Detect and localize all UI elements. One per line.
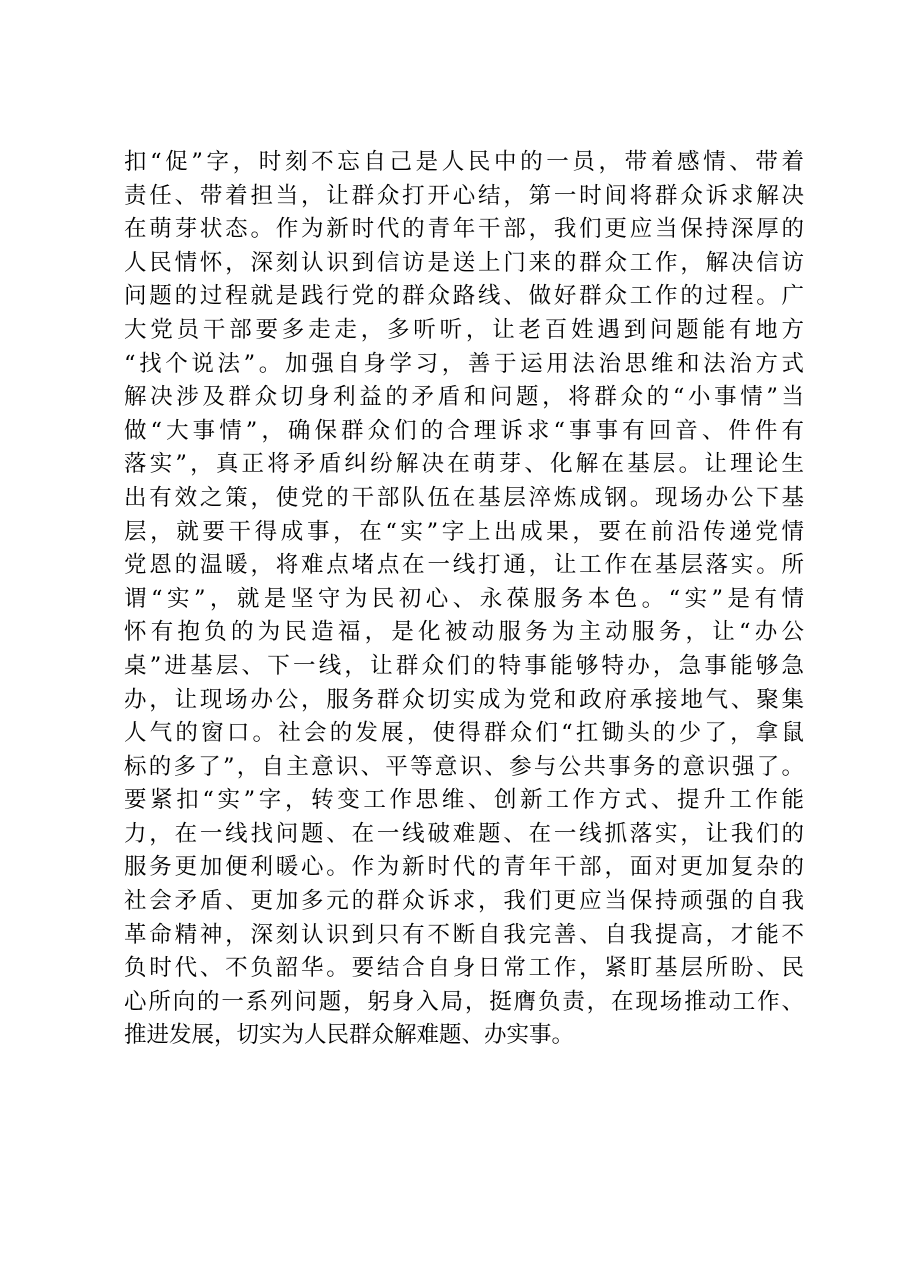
- text-line-7: “找个说法”。加强自身学习，善于运用法治思维和法治方式: [124, 350, 804, 377]
- text-line-15: 怀有抱负的为民造福，是化被动服务为主动服务，让“办公: [124, 619, 804, 646]
- text-line-1: 扣“促”字，时刻不忘自己是人民中的一员，带着感情、带着: [124, 149, 804, 175]
- text-line-5: 问题的过程就是践行党的群众路线、做好群众工作的过程。广: [124, 283, 804, 310]
- text-line-6: 大党员干部要多走走，多听听，让老百姓遇到问题能有地方: [124, 316, 804, 343]
- text-line-4: 人民情怀，深刻认识到信访是送上门来的群众工作，解决信访: [124, 249, 804, 276]
- text-line-12: 层，就要干得成事，在“实”字上出成果，要在前沿传递党情: [124, 518, 804, 545]
- text-line-3: 在萌芽状态。作为新时代的青年干部，我们更应当保持深厚的: [124, 216, 804, 243]
- text-line-11: 出有效之策，使党的干部队伍在基层淬炼成钢。现场办公下基: [124, 484, 804, 511]
- text-line-10: 落实”，真正将矛盾纠纷解决在萌芽、化解在基层。让理论生: [124, 451, 804, 478]
- text-line-26: 心所向的一系列问题，躬身入局，挺膺负责，在现场推动工作、: [124, 988, 804, 1015]
- text-line-25: 负时代、不负韶华。要结合自身日常工作，紧盯基层所盼、民: [124, 955, 804, 982]
- text-line-9: 做“大事情”，确保群众们的合理诉求“事事有回音、件件有: [124, 417, 804, 444]
- text-line-21: 力，在一线找问题、在一线破难题、在一线抓落实，让我们的: [124, 820, 804, 847]
- text-line-16: 桌”进基层、下一线，让群众们的特事能够特办，急事能够急: [124, 652, 804, 679]
- text-line-13: 党恩的温暖，将难点堵点在一线打通，让工作在基层落实。所: [124, 552, 804, 579]
- body-paragraph: [124, 146, 804, 1053]
- text-line-24: 革命精神，深刻认识到只有不断自我完善、自我提高，才能不: [124, 921, 804, 948]
- text-line-18: 人气的窗口。社会的发展，使得群众们“扛锄头的少了，拿鼠: [124, 720, 804, 747]
- text-line-22: 服务更加便利暖心。作为新时代的青年干部，面对更加复杂的: [124, 854, 804, 881]
- text-line-23: 社会矛盾、更加多元的群众诉求，我们更应当保持顽强的自我: [124, 888, 804, 915]
- text-line-27: 推进发展，切实为人民群众解难题、办实事。: [124, 1022, 575, 1049]
- text-line-2: 责任、带着担当，让群众打开心结，第一时间将群众诉求解决: [124, 182, 804, 209]
- text-line-17: 办，让现场办公，服务群众切实成为党和政府承接地气、聚集: [124, 686, 804, 713]
- text-line-19: 标的多了”，自主意识、平等意识、参与公共事务的意识强了。: [124, 753, 804, 780]
- text-line-20: 要紧扣“实”字，转变工作思维、创新工作方式、提升工作能: [124, 787, 804, 814]
- text-line-14: 谓“实”，就是坚守为民初心、永葆服务本色。“实”是有情: [124, 585, 804, 612]
- text-line-8: 解决涉及群众切身利益的矛盾和问题，将群众的“小事情”当: [124, 384, 804, 411]
